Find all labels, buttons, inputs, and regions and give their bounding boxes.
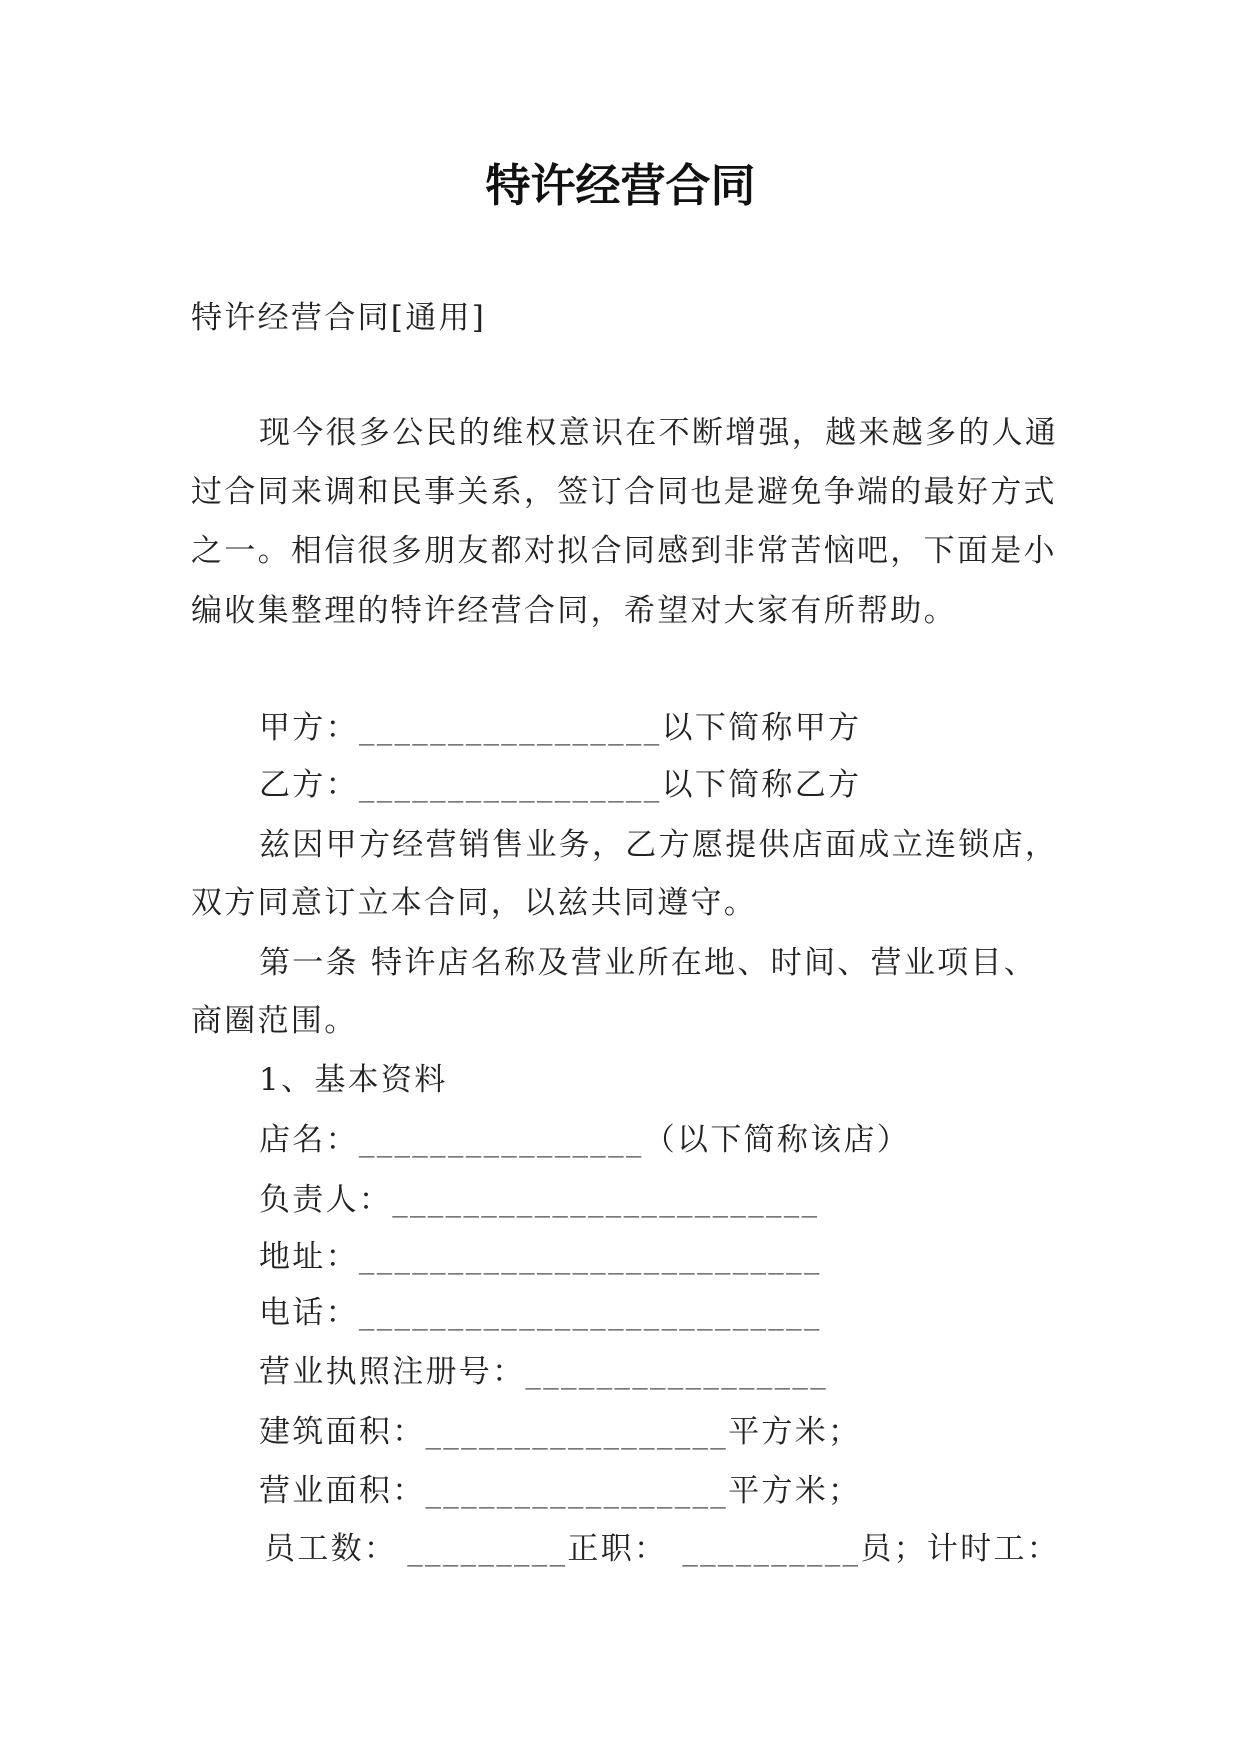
field-blank: __________________________: [358, 1239, 822, 1275]
intro-line: 编收集整理的特许经营合同，希望对大家有所帮助。: [191, 593, 957, 629]
preamble-line: 双方同意订立本合同，以兹共同遵守。: [191, 885, 758, 921]
preamble-line: 兹因甲方经营销售业务，乙方愿提供店面成立连锁店，: [259, 827, 1059, 863]
field-label: 电话：: [259, 1295, 359, 1331]
intro-line: 之一。相信很多朋友都对拟合同感到非常苦恼吧，下面是小: [191, 533, 1057, 569]
article-1-line: 第一条 特许店名称及营业所在地、时间、营业项目、: [259, 945, 1038, 981]
field-suffix: （以下简称该店）: [643, 1122, 911, 1158]
staff-blank-total: _________: [407, 1531, 568, 1567]
field-shop-name: [259, 1120, 910, 1160]
intro-line: 过合同来调和民事关系，签订合同也是避免争端的最好方式: [191, 474, 1057, 510]
party-b-line: [259, 765, 861, 805]
field-blank: ________________: [358, 1122, 644, 1158]
staff-blank-fulltime: __________: [682, 1531, 861, 1567]
field-building-area: [259, 1412, 861, 1452]
field-blank: ________________________: [392, 1182, 820, 1218]
party-a-blank: _________________: [358, 710, 662, 746]
article-1-line: 商圈范围。: [191, 1003, 358, 1039]
staff-fulltime-label: 正职：: [567, 1531, 668, 1567]
field-label: 建筑面积：: [259, 1414, 426, 1450]
party-b-blank: _________________: [358, 767, 662, 803]
staff-label: 员工数：: [264, 1531, 398, 1567]
field-blank: __________________________: [358, 1295, 822, 1331]
field-business-area: [259, 1471, 861, 1511]
document-title: 特许经营合同: [485, 159, 756, 212]
party-a-line: [259, 708, 861, 748]
intro-line: 现今很多公民的维权意识在不断增强，越来越多的人通: [259, 415, 1059, 451]
party-b-suffix: 以下简称乙方: [661, 767, 862, 803]
staff-suffix: 员；计时工：: [860, 1531, 1061, 1567]
field-blank: _________________: [425, 1414, 729, 1450]
field-label: 营业面积：: [259, 1473, 426, 1509]
field-label: 营业执照注册号：: [259, 1354, 526, 1390]
field-manager: [259, 1180, 819, 1220]
section-1-heading: 1、基本资料: [259, 1062, 448, 1098]
party-b-label: 乙方：: [259, 767, 359, 803]
field-staff: [264, 1529, 1060, 1569]
field-label: 负责人：: [259, 1182, 393, 1218]
field-license-number: [259, 1352, 828, 1392]
document-heading: 特许经营合同[通用]: [191, 300, 487, 336]
field-label: 店名：: [259, 1122, 359, 1158]
party-a-suffix: 以下简称甲方: [661, 710, 862, 746]
field-address: [259, 1237, 822, 1277]
field-blank: _________________: [525, 1354, 829, 1390]
field-phone: [259, 1293, 822, 1333]
field-suffix: 平方米；: [728, 1414, 862, 1450]
field-suffix: 平方米；: [728, 1473, 862, 1509]
party-a-label: 甲方：: [259, 710, 359, 746]
field-label: 地址：: [259, 1239, 359, 1275]
field-blank: _________________: [425, 1473, 729, 1509]
